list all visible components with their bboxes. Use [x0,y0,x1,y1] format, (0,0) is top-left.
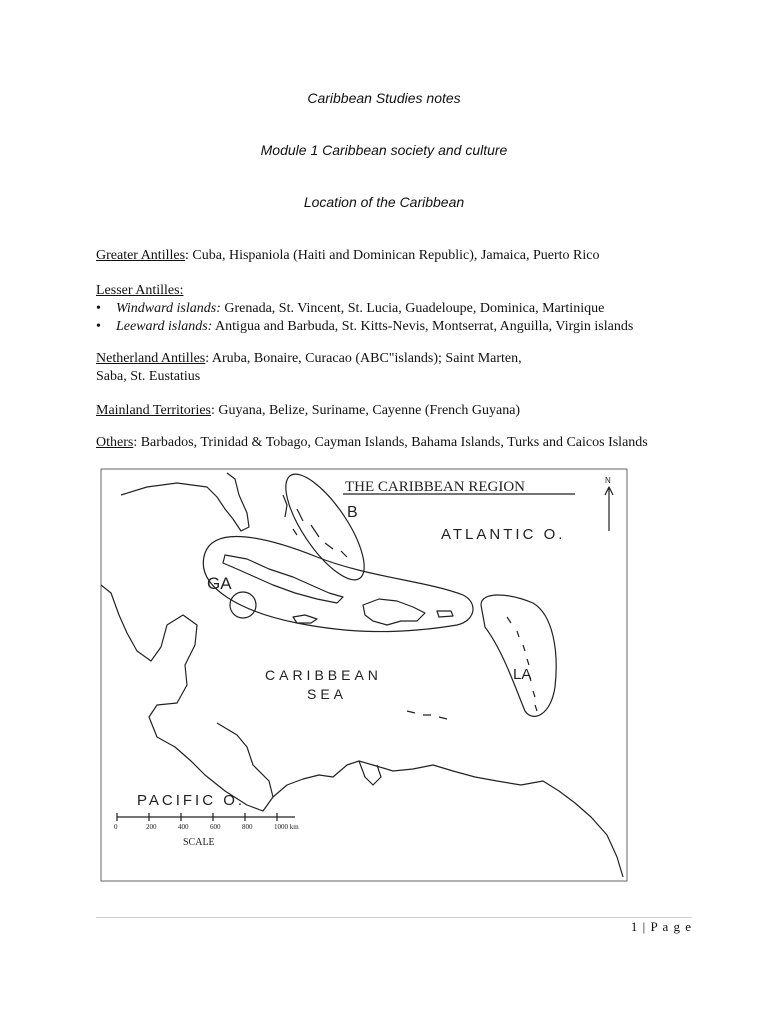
greater-antilles-text: : Cuba, Hispaniola (Haiti and Dominican Republic), Jamaica, Puerto Rico [185,248,600,263]
north-label: N [605,476,611,485]
netherland-antilles-line2: Saba, St. Eustatius [96,369,201,384]
scale-tick-labels [114,823,299,831]
mainland-label: Mainland Territories [96,403,212,418]
greater-antilles-label: GA [207,574,232,593]
scale-tick-label: 0 [114,823,118,831]
central-america-coast [101,585,273,811]
map-title: THE CARIBBEAN REGION [345,479,525,495]
netherland-antilles-label: Netherland Antilles [96,351,206,366]
document-title: Caribbean Studies notes [307,90,461,106]
scale-tick-label: 600 [210,823,221,831]
bullet: • [96,319,101,334]
mainland-paragraph [96,402,706,420]
lesser-antilles-label: LA [513,666,532,683]
list-item [96,318,706,336]
scale-tick-label: 1000 km [274,823,299,831]
others-paragraph [96,434,706,452]
lesser-antilles-islands [507,617,537,711]
atlantic-label: ATLANTIC O. [441,526,566,543]
footer-rule [96,917,692,918]
scale-label: SCALE [183,837,215,848]
leeward-text: Antigua and Barbuda, St. Kitts-Nevis, Montserrat, Anguilla, Virgin islands [212,319,634,334]
bullet: • [96,301,101,316]
greater-antilles-label: Greater Antilles [96,248,186,263]
caribbean-label: CARIBBEAN [265,667,382,683]
lesser-antilles-ring [481,595,556,716]
greater-antilles-paragraph [96,247,706,265]
list-item [96,300,706,318]
puerto-rico-island [437,611,453,617]
scale-tick-label: 400 [178,823,189,831]
mainland-text: : Guyana, Belize, Suriname, Cayenne (French Guyana) [211,403,521,418]
page-number: 1 | P a g e [630,919,692,934]
jamaica-circle [230,592,256,618]
jamaica-island [293,615,317,623]
lesser-antilles-label: Lesser Antilles: [96,283,184,298]
caribbean-map [97,465,637,887]
windward-label: Windward islands: [116,301,221,316]
hispaniola-island [363,599,425,625]
sea-label: SEA [307,686,348,702]
lesser-antilles-block [96,282,706,336]
leeward-label: Leeward islands: [116,319,213,334]
module-heading: Module 1 Caribbean society and culture [260,142,508,158]
others-text: : Barbados, Trinidad & Tobago, Cayman Islands, Bahama Islands, Turks and Caicos Islands [133,435,648,450]
florida-coast [121,473,249,531]
netherland-antilles-paragraph [96,350,706,386]
greater-antilles-ring [203,537,473,632]
section-heading: Location of the Caribbean [303,194,465,210]
bahamas-label: B [347,504,358,521]
pacific-label: PACIFIC O. [137,792,246,809]
south-america-coast [273,761,623,877]
netherland-antilles-text: : Aruba, Bonaire, Curacao (ABC"islands); Saint Marten, [205,351,522,366]
abc-islands [407,711,447,719]
windward-text: Grenada, St. Vincent, St. Lucia, Guadeloupe, Dominica, Martinique [220,301,605,316]
others-label: Others [96,435,134,450]
scale-tick-label: 200 [146,823,157,831]
scale-tick-label: 800 [242,823,253,831]
